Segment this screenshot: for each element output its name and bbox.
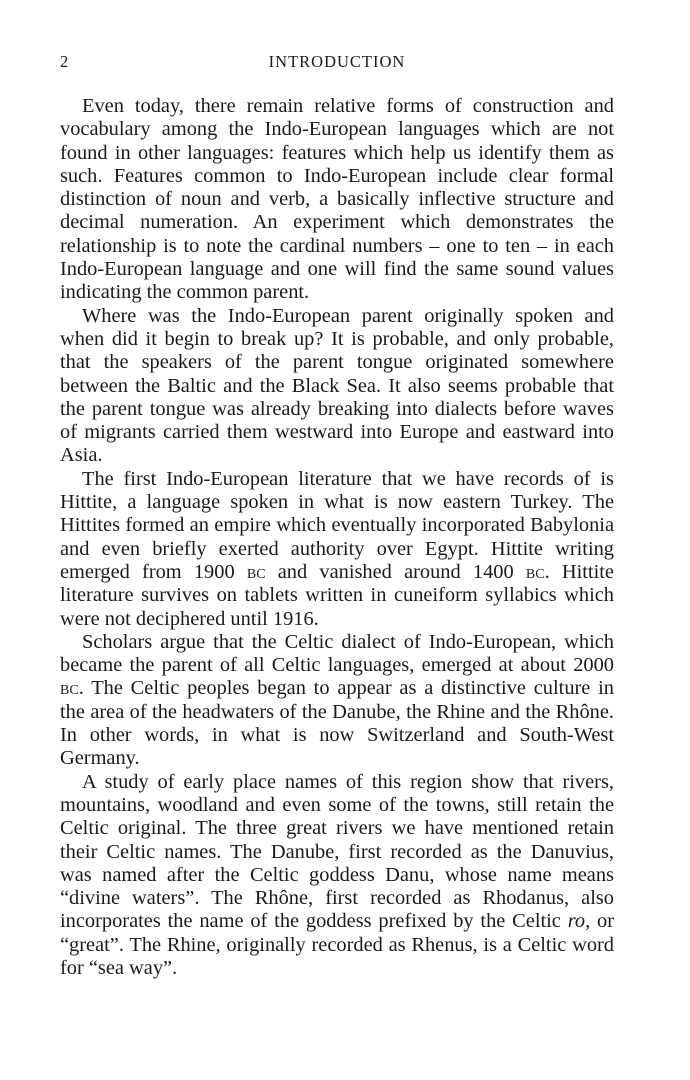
era-abbreviation: bc xyxy=(60,678,79,700)
paragraph-text: Where was the Indo-European parent originally spoken and when did it begin to break up? It is probable, and only probable, that the speakers of the parent tongue originated somewhere between the Baltic and the Black Sea. It also seems probable that the parent tongue was already breaking into dialects before waves of migrants carried them westward into Europe and eastward into Asia. xyxy=(60,304,614,467)
era-abbreviation: bc xyxy=(525,561,545,583)
paragraph-hittite-literature xyxy=(60,468,614,631)
paragraph-text: Scholars argue that the Celtic dialect of Indo-European, which became the parent of all Celtic languages, emerged at about 2000 xyxy=(60,630,614,677)
paragraph-parent-tongue-origin xyxy=(60,305,614,468)
page-number: 2 xyxy=(60,52,69,71)
italic-word: ro xyxy=(567,910,586,933)
running-title: INTRODUCTION xyxy=(268,52,406,71)
paragraph-text: . The Celtic peoples began to appear as a distinctive culture in the area of the headwaters of the Danube, the Rhine and the Rhône. In other words, in what is now Switzerland and South-West Germany. xyxy=(60,677,614,770)
era-abbreviation: bc xyxy=(246,561,266,583)
paragraph-text: , or “great”. The Rhine, originally recorded as Rhenus, is a Celtic word for “sea way”. xyxy=(60,910,614,979)
paragraph-indo-european-features xyxy=(60,95,614,305)
running-head xyxy=(60,52,614,74)
paragraph-text: A study of early place names of this region show that rivers, mountains, woodland and even some of the towns, still retain the Celtic original. The three great rivers we have mentioned retain their Celtic names. The Danube, first recorded as the Danuvius, was named after the Celtic goddess Danu, whose name means “divine waters”. The Rhône, first recorded as Rhodanus, also incorporates the name of the goddess prefixed by the Celtic xyxy=(60,770,614,933)
paragraph-text: . Hittite literature survives on tablets written in cuneiform syllabics which were not deciphered until 1916. xyxy=(60,560,614,630)
paragraph-text: and vanished around 1400 xyxy=(265,560,526,583)
paragraph-text: The first Indo-European literature that we have records of is Hittite, a language spoken in what is now eastern Turkey. The Hittites formed an empire which eventually incorporated Babylonia and even briefly exerted authority over Egypt. Hittite writing emerged from 1900 xyxy=(60,467,614,583)
body-text xyxy=(60,95,614,980)
paragraph-place-names xyxy=(60,771,614,981)
paragraph-celtic-dialect xyxy=(60,631,614,771)
paragraph-text: Even today, there remain relative forms of construction and vocabulary among the Indo-European languages which are not found in other languages: features which help us identify them as such. Features common to Indo-European include clear formal distinction of noun and verb, a basically inflective structure and decimal numeration. An experiment which demonstrates the relationship is to note the cardinal numbers – one to ten – in each Indo-European language and one will find the same sound values indicating the common parent. xyxy=(60,95,614,304)
